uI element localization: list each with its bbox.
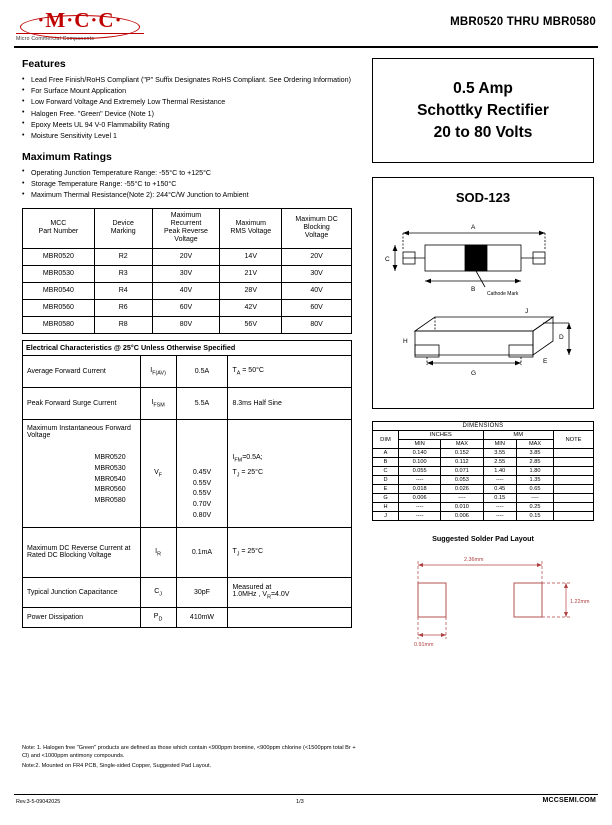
dimensions-table bbox=[372, 421, 594, 521]
cathode-mark-label: Cathode Mark bbox=[487, 291, 519, 297]
cell-note bbox=[554, 503, 594, 512]
dim-label-e: E bbox=[543, 358, 548, 365]
table-row bbox=[23, 248, 352, 265]
features-heading: Features bbox=[22, 58, 66, 70]
cell-symbol: $V_F$ bbox=[140, 419, 176, 527]
cell-vdc: 80V bbox=[282, 316, 352, 333]
cell-symbol: $P_D$ bbox=[140, 607, 176, 627]
cell-dim: C bbox=[373, 467, 399, 476]
table-row bbox=[373, 494, 594, 503]
column-header-dc-blocking-voltage: Maximum DC Blocking Voltage bbox=[282, 208, 352, 248]
cell-mm-max: 0.65 bbox=[517, 485, 554, 494]
table-header-row bbox=[373, 422, 594, 431]
cell-marking: R8 bbox=[94, 316, 152, 333]
dim-label-h: H bbox=[403, 338, 408, 345]
cell-in-min: 0.055 bbox=[399, 467, 441, 476]
column-header-part-number: MCC Part Number bbox=[23, 208, 95, 248]
title-line-2: Schottky Rectifier bbox=[417, 101, 549, 119]
table-row bbox=[23, 387, 352, 419]
cell-vrms: 56V bbox=[220, 316, 282, 333]
column-header-dim: DIM bbox=[373, 431, 399, 449]
revision-label: Rev.3-5-09042025 bbox=[16, 799, 61, 805]
dim-label-c: C bbox=[385, 256, 390, 263]
cell-symbol: $C_J$ bbox=[140, 577, 176, 607]
table-row bbox=[373, 476, 594, 485]
table-row bbox=[373, 449, 594, 458]
electrical-characteristics-title: Electrical Characteristics @ 25°C Unless Otherwise Specified bbox=[22, 340, 352, 355]
header-divider bbox=[14, 46, 598, 48]
title-line-3: 20 to 80 Volts bbox=[433, 123, 533, 141]
cell-value bbox=[176, 419, 228, 527]
cell-mm-max: 1.80 bbox=[517, 467, 554, 476]
cell-in-max: ---- bbox=[441, 494, 483, 503]
cell-value: 0.1mA bbox=[176, 527, 228, 577]
cell-dim: H bbox=[373, 503, 399, 512]
cell-in-min: 0.140 bbox=[399, 449, 441, 458]
column-header-rms-voltage: Maximum RMS Voltage bbox=[220, 208, 282, 248]
table-header-row bbox=[373, 431, 594, 440]
cell-in-min: 0.018 bbox=[399, 485, 441, 494]
cell-note bbox=[554, 467, 594, 476]
table-row bbox=[23, 282, 352, 299]
column-header-device-marking: Device Marking bbox=[94, 208, 152, 248]
cell-in-min: ---- bbox=[399, 503, 441, 512]
dim-label-b: B bbox=[471, 286, 476, 293]
cell-mm-max: 0.25 bbox=[517, 503, 554, 512]
cell-in-max: 0.112 bbox=[441, 458, 483, 467]
page-number: 1/3 bbox=[296, 799, 304, 805]
cell-in-max: 0.006 bbox=[441, 512, 483, 521]
table-row bbox=[373, 503, 594, 512]
cell-marking: R3 bbox=[94, 265, 152, 282]
cell-value: 5.5A bbox=[176, 387, 228, 419]
dim-label-d: D bbox=[559, 334, 564, 341]
table-row bbox=[23, 607, 352, 627]
cell-part-number: MBR0530 bbox=[23, 265, 95, 282]
electrical-characteristics-table bbox=[22, 355, 352, 628]
left-column bbox=[22, 58, 352, 628]
cell-vrrm: 30V bbox=[152, 265, 220, 282]
cell-mm-max: 1.35 bbox=[517, 476, 554, 485]
cell-vrms: 28V bbox=[220, 282, 282, 299]
cell-value: 410mW bbox=[176, 607, 228, 627]
cell-parameter: Peak Forward Surge Current bbox=[23, 387, 141, 419]
mcc-logo bbox=[16, 10, 166, 42]
cell-part-number: MBR0540 bbox=[23, 282, 95, 299]
maximum-ratings-heading: Maximum Ratings bbox=[22, 150, 112, 163]
cell-note bbox=[554, 476, 594, 485]
table-row bbox=[23, 299, 352, 316]
cell-mm-min: ---- bbox=[483, 512, 517, 521]
cell-part-number: MBR0560 bbox=[23, 299, 95, 316]
cell-parameter: Maximum DC Reverse Current at Rated DC Blocking Voltage bbox=[23, 527, 141, 577]
note-2: Note:2. Mounted on FR4 PCB, Single-sided Copper, Suggested Pad Layout. bbox=[22, 763, 212, 770]
list-item: • Storage Temperature Range: -55°C to +150°C bbox=[22, 180, 352, 189]
cell-in-min: ---- bbox=[399, 512, 441, 521]
cell-mm-min: ---- bbox=[483, 476, 517, 485]
title-line-1: 0.5 Amp bbox=[453, 79, 513, 97]
cell-mm-min: 3.55 bbox=[483, 449, 517, 458]
website-label: MCCSEMI.COM bbox=[542, 797, 596, 804]
cell-vrms: 21V bbox=[220, 265, 282, 282]
package-outline-drawing bbox=[373, 205, 595, 395]
cell-mm-min: ---- bbox=[483, 503, 517, 512]
cell-part-number: MBR0580 bbox=[23, 316, 95, 333]
cell-in-min: 0.100 bbox=[399, 458, 441, 467]
package-name: SOD-123 bbox=[455, 190, 511, 205]
solder-dim-pad: 0.91mm bbox=[414, 642, 434, 647]
cell-mm-max: 0.15 bbox=[517, 512, 554, 521]
cell-in-min: 0.006 bbox=[399, 494, 441, 503]
cell-dim: J bbox=[373, 512, 399, 521]
list-item: • Moisture Sensitivity Level 1 bbox=[22, 132, 352, 141]
right-column bbox=[372, 58, 594, 647]
vf-value-list: 0.45V 0.55V 0.55V 0.70V 0.80V bbox=[192, 468, 212, 520]
dim-label-a: A bbox=[471, 224, 476, 231]
cell-mm-min: 1.40 bbox=[483, 467, 517, 476]
cell-vdc: 30V bbox=[282, 265, 352, 282]
param-label: Maximum Instantaneous Forward Voltage bbox=[27, 424, 131, 439]
cell-vrrm: 60V bbox=[152, 299, 220, 316]
column-header-mm-max: MAX bbox=[517, 440, 554, 449]
dim-label-j: J bbox=[525, 308, 529, 315]
cell-vrrm: 20V bbox=[152, 248, 220, 265]
part-range-title: MBR0520 THRU MBR0580 bbox=[450, 16, 596, 28]
cell-in-max: 0.010 bbox=[441, 503, 483, 512]
cell-note bbox=[554, 512, 594, 521]
cell-vrrm: 80V bbox=[152, 316, 220, 333]
cell-in-max: 0.152 bbox=[441, 449, 483, 458]
cell-note bbox=[554, 449, 594, 458]
cell-vrrm: 40V bbox=[152, 282, 220, 299]
cell-condition bbox=[228, 607, 352, 627]
cell-dim: B bbox=[373, 458, 399, 467]
cell-mm-max: ---- bbox=[517, 494, 554, 503]
logo-text: ·M·C·C· bbox=[37, 8, 123, 32]
cell-in-max: 0.071 bbox=[441, 467, 483, 476]
dim-label-g: G bbox=[471, 370, 477, 377]
cell-condition: $I_{FM}=0.5A$; $T_J = 25^\circ C$ bbox=[228, 419, 352, 527]
cell-mm-min: 2.55 bbox=[483, 458, 517, 467]
cell-marking: R4 bbox=[94, 282, 152, 299]
cell-symbol: $I_{F(AV)}$ bbox=[140, 355, 176, 387]
table-row bbox=[373, 458, 594, 467]
cell-value: 0.5A bbox=[176, 355, 228, 387]
table-row bbox=[373, 485, 594, 494]
column-header-mm: MM bbox=[483, 431, 554, 440]
package-drawing-box bbox=[372, 177, 594, 409]
table-row bbox=[373, 467, 594, 476]
cell-parameter: Average Forward Current bbox=[23, 355, 141, 387]
table-row bbox=[23, 577, 352, 607]
cell-vdc: 60V bbox=[282, 299, 352, 316]
solder-dim-width: 2.36mm bbox=[464, 557, 484, 563]
cell-dim: E bbox=[373, 485, 399, 494]
dimensions-table-wrap bbox=[372, 421, 594, 521]
cell-note bbox=[554, 458, 594, 467]
cell-note bbox=[554, 494, 594, 503]
cell-condition: 8.3ms Half Sine bbox=[228, 387, 352, 419]
column-header-peak-reverse-voltage: Maximum Recurrent Peak Reverse Voltage bbox=[152, 208, 220, 248]
table-row bbox=[23, 355, 352, 387]
solder-pad-title: Suggested Solder Pad Layout bbox=[432, 534, 534, 543]
list-item: • Maximum Thermal Resistance(Note 2): 244°C/W Junction to Ambient bbox=[22, 191, 352, 200]
cell-dim: A bbox=[373, 449, 399, 458]
logo-subtitle: Micro Commercial Components bbox=[16, 36, 95, 43]
cell-parameter bbox=[23, 419, 141, 527]
column-header-inches: INCHES bbox=[399, 431, 484, 440]
list-item: • Low Forward Voltage And Extremely Low Thermal Resistance bbox=[22, 98, 352, 107]
solder-pad-svg bbox=[372, 547, 594, 647]
solder-dim-height: 1.22mm bbox=[570, 599, 590, 605]
page-header bbox=[0, 0, 612, 52]
list-item: • Lead Free Finish/RoHS Compliant ("P" Suffix Designates RoHS Compliant. See Ordering Information) bbox=[22, 76, 352, 85]
cell-in-min: ---- bbox=[399, 476, 441, 485]
cell-vdc: 20V bbox=[282, 248, 352, 265]
cell-parameter: Power Dissipation bbox=[23, 607, 141, 627]
cell-condition: $T_A = 50^\circ C$ bbox=[228, 355, 352, 387]
product-title-box bbox=[372, 58, 594, 163]
cell-in-max: 0.053 bbox=[441, 476, 483, 485]
table-header-row bbox=[23, 208, 352, 248]
column-header-inches-min: MIN bbox=[399, 440, 441, 449]
cell-vrms: 14V bbox=[220, 248, 282, 265]
table-row bbox=[373, 512, 594, 521]
cell-condition: Measured at 1.0MHz , $V_R=4.0V$ bbox=[228, 577, 352, 607]
cell-part-number: MBR0520 bbox=[23, 248, 95, 265]
cell-parameter: Typical Junction Capacitance bbox=[23, 577, 141, 607]
cell-vrms: 42V bbox=[220, 299, 282, 316]
footer-divider bbox=[14, 794, 598, 795]
column-header-note: NOTE bbox=[554, 431, 594, 449]
cell-vdc: 40V bbox=[282, 282, 352, 299]
cell-mm-max: 3.85 bbox=[517, 449, 554, 458]
cell-symbol: $I_R$ bbox=[140, 527, 176, 577]
column-header-inches-max: MAX bbox=[441, 440, 483, 449]
table-row bbox=[23, 419, 352, 527]
column-header-mm-min: MIN bbox=[483, 440, 517, 449]
cell-note bbox=[554, 485, 594, 494]
cell-dim: D bbox=[373, 476, 399, 485]
features-list bbox=[22, 76, 352, 141]
cell-mm-max: 2.85 bbox=[517, 458, 554, 467]
cell-symbol: $I_{FSM}$ bbox=[140, 387, 176, 419]
table-row bbox=[23, 527, 352, 577]
cell-in-max: 0.026 bbox=[441, 485, 483, 494]
maximum-ratings-list bbox=[22, 169, 352, 200]
table-row bbox=[23, 316, 352, 333]
list-item: • For Surface Mount Application bbox=[22, 87, 352, 96]
list-item: • Halogen Free. "Green" Device (Note 1) bbox=[22, 110, 352, 119]
ratings-table bbox=[22, 208, 352, 334]
cell-marking: R6 bbox=[94, 299, 152, 316]
cell-mm-min: 0.45 bbox=[483, 485, 517, 494]
note-1: Note: 1. Halogen free "Green" products are defined as those which contain <900ppm bromine, <900ppm chlorine (<1500ppm total Br + Cl) and <1000ppm antimony compounds. bbox=[22, 745, 356, 759]
cell-mm-min: 0.15 bbox=[483, 494, 517, 503]
solder-pad-drawing bbox=[372, 547, 594, 647]
cell-marking: R2 bbox=[94, 248, 152, 265]
dimensions-title: DIMENSIONS bbox=[373, 422, 594, 431]
list-item: • Epoxy Meets UL 94 V-0 Flammability Rating bbox=[22, 121, 352, 130]
vf-part-list: MBR0520 MBR0530 MBR0540 MBR0560 MBR0580 bbox=[94, 453, 126, 505]
table-row bbox=[23, 265, 352, 282]
cell-value: 30pF bbox=[176, 577, 228, 607]
list-item: • Operating Junction Temperature Range: -55°C to +125°C bbox=[22, 169, 352, 178]
cell-condition: $T_J = 25^\circ C$ bbox=[228, 527, 352, 577]
cell-dim: G bbox=[373, 494, 399, 503]
footnotes bbox=[22, 745, 362, 774]
